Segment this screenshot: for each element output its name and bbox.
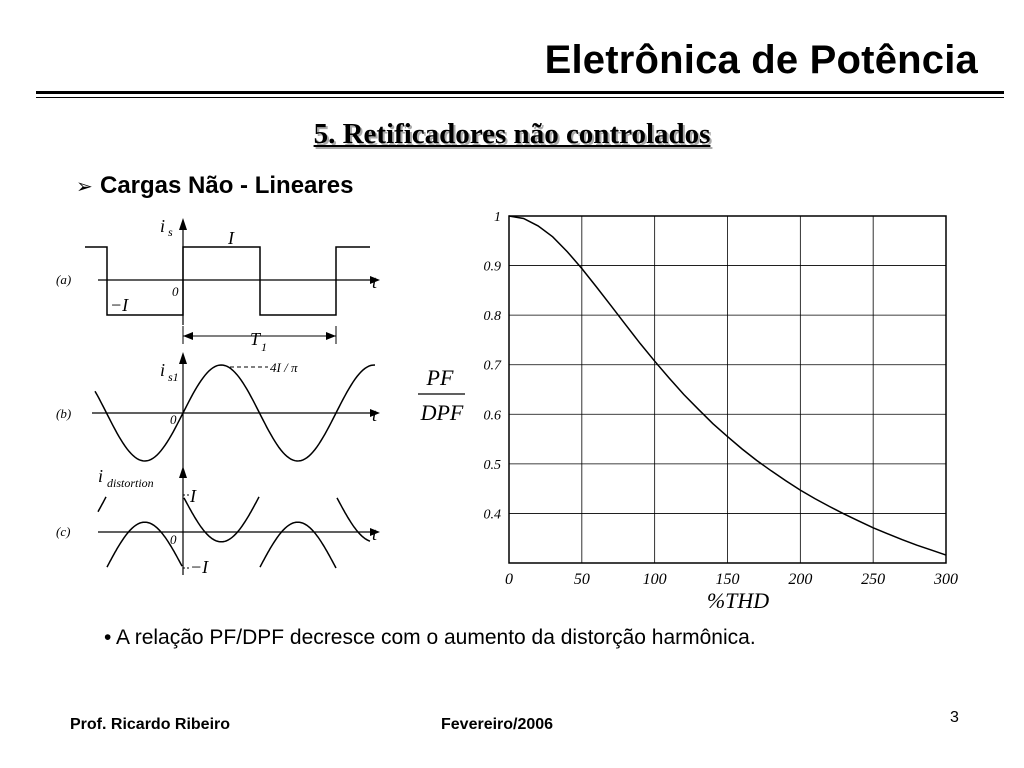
- y-tick-label: 0.9: [483, 259, 501, 275]
- x-tick-label: 100: [642, 571, 667, 588]
- x-tick-label: 50: [573, 571, 590, 588]
- arrow-bullet-icon: ➢: [76, 176, 93, 198]
- y-tick-label: 0.7: [483, 358, 501, 374]
- y-axis-a-arrow: [179, 218, 187, 230]
- waveform-a: [56, 216, 380, 354]
- t-b: t: [372, 405, 378, 425]
- zero-c: 0: [170, 532, 177, 547]
- x-tick-label: 200: [788, 571, 813, 588]
- title-rule-thick: [36, 91, 1004, 94]
- label-pos-a: I: [228, 228, 234, 248]
- period-label: T: [250, 329, 261, 349]
- tag-c: (c): [56, 524, 71, 539]
- title-rule-thin: [36, 97, 1004, 98]
- y-tick-label: 1: [494, 210, 501, 225]
- t-c: t: [372, 524, 378, 544]
- bullet-text: Cargas Não - Lineares: [100, 172, 354, 199]
- x-tick-label: 150: [715, 571, 740, 588]
- waveform-c: [56, 466, 380, 577]
- bullet-heading: [76, 172, 353, 200]
- chart-ylabel: [418, 365, 465, 425]
- y-tick-label: 0.5: [483, 457, 501, 473]
- ylabel-c: i: [98, 466, 104, 486]
- ylabel-a: i: [160, 216, 166, 236]
- footer-author: Prof. Ricardo Ribeiro: [70, 716, 231, 733]
- peak-label-b: 4I / π: [270, 360, 298, 375]
- caption-note: • A relação PF/DPF decresce com o aumento da distorção harmônica.: [104, 626, 756, 649]
- ysub-b: s1: [168, 370, 179, 384]
- waveform-diagrams: [40, 210, 440, 590]
- y-tick-label: 0.6: [483, 408, 501, 424]
- chart-ticks: [484, 210, 959, 588]
- footer-date: Fevereiro/2006: [441, 716, 554, 733]
- x-axis-label: %THD: [706, 588, 770, 613]
- waveform-b: [56, 352, 380, 468]
- ylabel-num: PF: [426, 365, 454, 390]
- pf-dpf-chart: [410, 210, 990, 613]
- t-a: t: [372, 272, 378, 292]
- label-neg-c: −I: [190, 557, 209, 577]
- x-tick-label: 300: [934, 571, 958, 588]
- ysub-a: s: [168, 225, 173, 239]
- tag-a: (a): [56, 272, 72, 287]
- zero-a: 0: [172, 284, 179, 299]
- ylabel-b: i: [160, 360, 166, 380]
- label-pos-c: I: [190, 486, 196, 506]
- ylabel-den: DPF: [420, 400, 464, 425]
- y-tick-label: 0.4: [483, 507, 501, 523]
- page-number: 3: [950, 709, 959, 726]
- label-neg-a: −I: [110, 295, 129, 315]
- x-tick-label: 0: [505, 571, 513, 588]
- y-tick-label: 0.8: [483, 309, 501, 325]
- page-title: Eletrônica de Potência: [544, 38, 978, 82]
- chart-grid: [509, 216, 946, 563]
- x-tick-label: 250: [861, 571, 886, 588]
- zero-b: 0: [170, 412, 177, 427]
- section-title: 5. Retificadores não controlados: [313, 118, 711, 150]
- tag-b: (b): [56, 406, 72, 421]
- period-sub: 1: [261, 340, 267, 354]
- ysub-c: distortion: [107, 476, 154, 490]
